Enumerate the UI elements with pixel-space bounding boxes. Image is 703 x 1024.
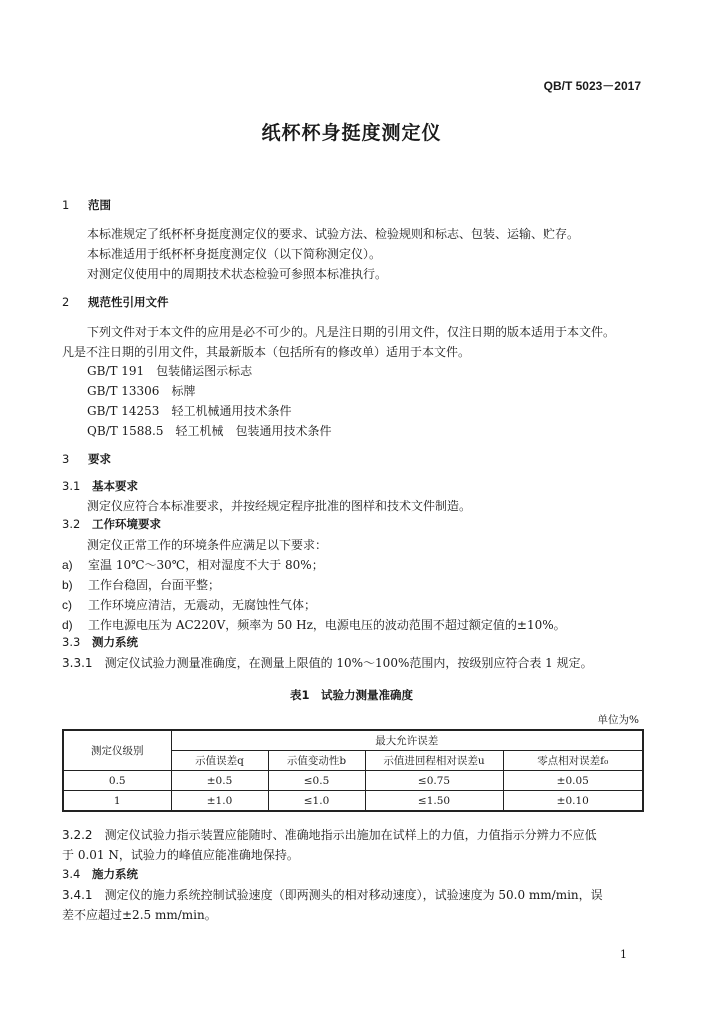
clause-number: 3.1 — [62, 479, 81, 493]
clause-title: 基本要求 — [92, 479, 138, 493]
section-title: 要求 — [88, 452, 111, 466]
clause-text: 测定仪试验力指示装置应能随时、准确地指示出施加在试样上的力值，力值指示分辨力不应低 — [104, 828, 597, 842]
list-marker: a) — [62, 558, 73, 572]
clause-number: 3.3.1 — [62, 656, 93, 670]
list-item — [62, 596, 316, 613]
clause-3-2-heading — [62, 516, 161, 532]
table-cell: ±0.10 — [503, 791, 643, 812]
paragraph: 差不应超过±2.5 mm/min。 — [62, 908, 217, 922]
table-cell: 0.5 — [63, 771, 171, 791]
table-row — [63, 791, 643, 812]
clause-3-4-heading — [62, 866, 138, 882]
clause-3-3-1 — [62, 654, 593, 671]
clause-number: 3.3 — [62, 635, 81, 649]
section-3-heading — [62, 451, 111, 467]
paragraph: 本标准适用于纸杯杯身挺度测定仪（以下简称测定仪）。 — [87, 247, 382, 261]
reference-item: GB/T 14253 轻工机械通用技术条件 — [87, 404, 292, 418]
list-marker: c) — [62, 598, 72, 612]
section-title: 范围 — [88, 198, 111, 212]
standard-code: QB/T 5023－2017 — [543, 79, 641, 93]
table-subheader: 示值误差q — [171, 751, 268, 771]
clause-title: 工作环境要求 — [92, 517, 161, 531]
table-title: 表1 试验力测量准确度 — [289, 688, 413, 702]
accuracy-table — [62, 729, 644, 812]
paragraph: 于 0.01 N，试验力的峰值应能准确地保持。 — [62, 848, 299, 862]
list-text: 工作电源电压为 AC220V，频率为 50 Hz，电源电压的波动范围不超过额定值的±10%。 — [88, 618, 566, 632]
clause-3-1-heading — [62, 478, 138, 494]
table-subheader: 零点相对误差f₀ — [503, 751, 643, 771]
clause-number: 3.4.1 — [62, 888, 93, 902]
clause-text: 测定仪试验力测量准确度，在测量上限值的 10%～100%范围内，按级别应符合表 1 规定。 — [104, 656, 593, 670]
list-marker: d) — [62, 618, 73, 632]
paragraph: 测定仪正常工作的环境条件应满足以下要求： — [87, 538, 328, 552]
table-header-level: 测定仪级别 — [63, 730, 171, 771]
table-cell: ±0.5 — [171, 771, 268, 791]
table-subheader: 示值变动性b — [268, 751, 365, 771]
reference-item: GB/T 191 包装储运图示标志 — [87, 364, 253, 378]
clause-3-4-1 — [62, 886, 603, 903]
paragraph: 凡是不注日期的引用文件，其最新版本（包括所有的修改单）适用于本文件。 — [62, 345, 471, 359]
list-item — [62, 556, 324, 573]
clause-3-2-2 — [62, 826, 597, 843]
clause-number: 3.2 — [62, 517, 81, 531]
table-header-group: 最大允许误差 — [171, 730, 643, 751]
clause-number: 3.2.2 — [62, 828, 93, 842]
reference-item: GB/T 13306 标牌 — [87, 384, 196, 398]
section-2-heading — [62, 294, 169, 310]
list-marker: b) — [62, 578, 73, 592]
list-text: 工作台稳固，台面平整； — [88, 578, 221, 592]
table-subheader: 示值进回程相对误差u — [365, 751, 503, 771]
page-number: 1 — [620, 948, 627, 961]
clause-title: 施力系统 — [92, 867, 138, 881]
section-title: 规范性引用文件 — [88, 295, 169, 309]
table-cell: ≤1.50 — [365, 791, 503, 812]
clause-3-3-heading — [62, 634, 138, 650]
list-item — [62, 616, 566, 633]
table-cell: ≤0.5 — [268, 771, 365, 791]
table-row — [63, 771, 643, 791]
section-number: 3 — [62, 452, 70, 466]
section-number: 2 — [62, 295, 70, 309]
paragraph: 测定仪应符合本标准要求，并按经规定程序批准的图样和技术文件制造。 — [87, 499, 472, 513]
list-text: 工作环境应清洁，无震动，无腐蚀性气体； — [88, 598, 317, 612]
section-1-heading — [62, 197, 111, 213]
paragraph: 对测定仪使用中的周期技术状态检验可参照本标准执行。 — [87, 267, 388, 281]
paragraph: 本标准规定了纸杯杯身挺度测定仪的要求、试验方法、检验规则和标志、包装、运输、贮存。 — [87, 227, 580, 241]
paragraph: 下列文件对于本文件的应用是必不可少的。凡是注日期的引用文件，仅注日期的版本适用于本文件。 — [87, 325, 616, 339]
reference-item: QB/T 1588.5 轻工机械 包装通用技术条件 — [87, 424, 332, 438]
table-cell: ±0.05 — [503, 771, 643, 791]
table-unit: 单位为% — [597, 714, 639, 726]
clause-title: 测力系统 — [92, 635, 138, 649]
table-cell: 1 — [63, 791, 171, 812]
list-item — [62, 576, 220, 593]
clause-text: 测定仪的施力系统控制试验速度（即两测头的相对移动速度），试验速度为 50.0 mm/min，误 — [104, 888, 603, 902]
table-cell: ≤1.0 — [268, 791, 365, 812]
clause-number: 3.4 — [62, 867, 81, 881]
list-text: 室温 10℃～30℃，相对湿度不大于 80%； — [88, 558, 324, 572]
document-title: 纸杯杯身挺度测定仪 — [261, 122, 442, 144]
section-number: 1 — [62, 198, 70, 212]
table-cell: ≤0.75 — [365, 771, 503, 791]
table-cell: ±1.0 — [171, 791, 268, 812]
